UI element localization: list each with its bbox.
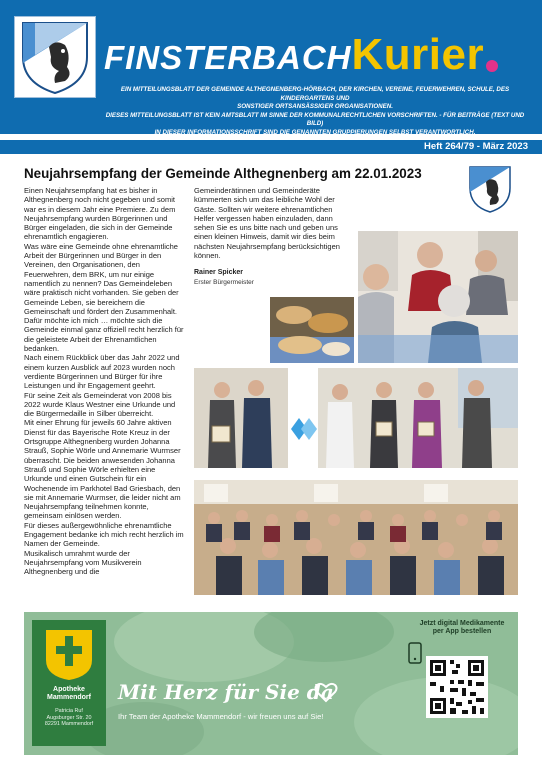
pharmacy-advertisement: [24, 612, 518, 755]
signature-role: Erster Bürgermeister: [194, 278, 254, 286]
article-headline: Neujahrsempfang der Gemeinde Althegnenberg am 22.01.2023: [24, 166, 422, 181]
ad-app-hint-line-1: Jetzt digital Medikamente: [419, 620, 505, 627]
municipal-crest-small: [466, 164, 514, 214]
signature-name: Rainer Spicker: [194, 269, 244, 277]
photo-buffet: [270, 297, 354, 363]
issue-bar: [0, 140, 542, 154]
disclaimer-line-4: IN DIESER INFORMATIONSSCHRIFT SIND DIE GENANNTEN GRUPPIERUNGEN SELBST VERANTWORTLICH.: [154, 128, 476, 136]
ad-app-hint: [410, 620, 514, 637]
title-kurier: Kurier: [351, 30, 485, 79]
article-column-1: [24, 186, 184, 576]
pharmacy-city: 82291 Mammendorf: [44, 721, 94, 728]
smartphone-icon: [408, 642, 422, 664]
paper-title: [104, 30, 484, 78]
ad-app-hint-line-2: per App bestellen: [432, 628, 492, 636]
qr-code[interactable]: [426, 656, 488, 718]
photo-award-westner: [194, 368, 288, 468]
paragraph: Musikalisch umrahmt wurde der Neujahrsempfang vom Musikverein Althegnenberg und die: [24, 548, 142, 577]
paragraph: Mit einer Ehrung für jeweils 60 Jahre aktiven Dienst für das Bayerische Rote Kreuz in der Ortsgruppe Althegnenberg wurden Johanna Strauß, Sophie Wörle und Annemarie Wurmser überrascht. Die beiden anwesenden Johanna Strauß und Sophie Wörle erhielten eine Urkunde und einen Gutschein für ein Wochenende im Parkhotel Bad Griesbach, den sie mit Annemarie Wurmser, die leider nicht am Neujahrsempfang teilnehmen konnte, gemeinsam einlösen werden.: [24, 418, 181, 521]
title-dot-icon: [486, 60, 498, 72]
pharmacy-logo: [32, 620, 106, 746]
pharmacy-emblem-icon: [32, 620, 106, 684]
issue-number: Heft 264/79 - März 2023: [423, 141, 528, 152]
photo-guests: [358, 231, 518, 363]
disclaimer-line-3: DIESES MITTEILUNGSBLATT IST KEIN AMTSBLATT IM SINNE DER KOMMUNALRECHTLICHEN VORSCHRIFTEN. - FÜR BEITRÄGE (TEXT UND BILD): [105, 111, 525, 127]
diamond-ornament-icon: [291, 418, 317, 440]
ad-subline: Ihr Team der Apotheke Mammendorf - wir freuen uns auf Sie!: [118, 712, 324, 721]
municipal-crest: [14, 16, 96, 98]
pharmacy-name: Apotheke Mammendorf: [47, 686, 91, 701]
heart-icon: [314, 681, 338, 703]
title-finsterbach: FINSTERBACH: [104, 39, 352, 76]
pharmacy-owner: Patricia Ruf: [55, 708, 83, 714]
pharmacy-address: [32, 708, 106, 728]
pharmacy-street: Augsburger Str. 20: [46, 714, 92, 721]
photo-audience: [194, 480, 518, 595]
paragraph: Nach einem Rückblick über das Jahr 2022 und einem kurzen Ausblick auf 2023 wurden noch verdiente Bürgerinnen und Bürger für ihre Leistungen und ihr Engagement geehrt.: [24, 353, 180, 391]
masthead: [0, 0, 542, 134]
paragraph: Für seine Zeit als Gemeinderat von 2008 bis 2022 wurde Klaus Westner eine Urkunde und die Bürgermedaille in Silber überreicht.: [24, 390, 176, 419]
paragraph: Was wäre eine Gemeinde ohne ehrenamtliche Arbeit der Bürgerinnen und Bürger in den Vereinen, den Organisationen, den Feuerwehren, dem BRK, um nur einige namentlich zu nennen? Das Gemeindeleben wäre praktisch nicht vorhanden. Sie geben der Gemeinde Leben, sie bereichern die Gemeinschaft und fördert den Zusammenhalt. Dafür möchte ich mich … möchte sich die Gemeinde einmal ganz offiziell recht herzlich für die geleistete Arbeit der Ehrenamtlichen bedanken.: [24, 241, 184, 354]
paragraph: Gemeinderätinnen und Gemeinderäte kümmerten sich um das leibliche Wohl der Gäste. Sollten wir weitere ehrenamtlichen Helfer vergessen haben einzuladen, dann sehen Sie es uns bitte nach und geben uns einen kleinen Hinweis, damit wir dies beim nächsten Neujahrsempfang berücksichtigen können.: [194, 186, 340, 261]
disclaimer-line-1: EIN MITTEILUNGSBLATT DER GEMEINDE ALTHEGNENBERG-HÖRBACH, DER KIRCHEN, VEREINE, FEUERWEHREN, SCHULE, DES KINDERGARTENS UND: [120, 86, 510, 102]
masthead-disclaimer: [100, 86, 530, 137]
photo-award-brk: [318, 368, 518, 468]
ad-slogan: Mit Herz für Sie da: [118, 680, 334, 704]
paragraph: Einen Neujahrsempfang hat es bisher in Althegnenberg noch nicht gegeben und somit war es in diesem Jahr eine Premiere. Zu dem Neujahrsempfang wurden Bürgerinnen und Bürger eingeladen, die sich in der Gemeinde ehrenamtlich engagieren.: [24, 186, 176, 242]
article-column-2: [194, 186, 354, 287]
disclaimer-line-2: SONSTIGER ORTSANSÄSSIGER ORGANISATIONEN.: [237, 103, 393, 110]
paragraph: Für dieses außergewöhnliche ehrenamtliche Engagement bedanke ich mich recht herzlich im Namen der Gemeinde.: [24, 520, 184, 549]
